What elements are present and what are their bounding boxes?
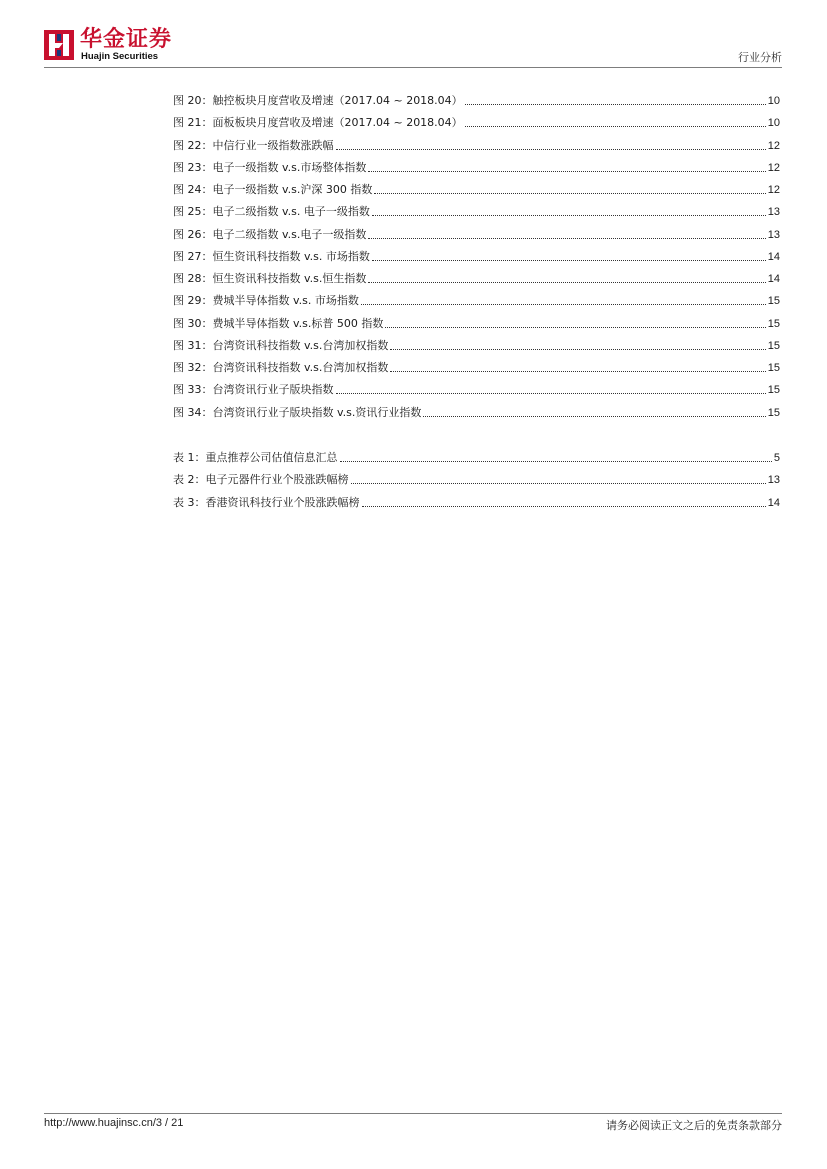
dot-leader xyxy=(465,125,766,127)
toc-entry-label: 图 26：电子二级指数 v.s.电子一级指数 xyxy=(173,228,367,241)
logo-chinese-name: 华金证券 xyxy=(80,27,173,52)
toc-entry-page: 12 xyxy=(767,184,780,196)
toc-entry[interactable] xyxy=(173,248,780,264)
dot-leader xyxy=(361,303,766,305)
toc-entry[interactable] xyxy=(173,203,780,219)
dot-leader xyxy=(385,326,765,328)
toc-entry-page: 14 xyxy=(767,497,780,509)
disclaimer-notice: 请务必阅读正文之后的免责条款部分 xyxy=(606,1119,782,1132)
toc-entry-label: 图 30：费城半导体指数 v.s.标普 500 指数 xyxy=(173,317,384,330)
dot-leader xyxy=(423,415,765,417)
footer-url-page[interactable]: http://www.huajinsc.cn/3 / 21 xyxy=(44,1117,184,1129)
dot-leader xyxy=(465,103,766,105)
toc-entry-page: 13 xyxy=(767,229,780,241)
section-label: 行业分析 xyxy=(738,51,782,64)
dot-leader xyxy=(368,170,765,172)
toc-entry[interactable] xyxy=(173,114,780,130)
toc-entry[interactable] xyxy=(173,315,780,331)
toc-entry-page: 10 xyxy=(767,117,780,129)
toc-entry[interactable] xyxy=(173,494,780,510)
toc-entry[interactable] xyxy=(173,404,780,420)
toc-entry[interactable] xyxy=(173,270,780,286)
toc-entry[interactable] xyxy=(173,337,780,353)
toc-entry-label: 图 33：台湾资讯行业子版块指数 xyxy=(173,383,334,396)
toc-entry[interactable] xyxy=(173,137,780,153)
dot-leader xyxy=(390,370,765,372)
toc-entry-page: 10 xyxy=(767,95,780,107)
huajin-logo-icon xyxy=(44,30,74,60)
dot-leader xyxy=(340,460,772,462)
toc-entry[interactable] xyxy=(173,292,780,308)
toc-entry[interactable] xyxy=(173,381,780,397)
toc-entry-label: 图 24：电子一级指数 v.s.沪深 300 指数 xyxy=(173,183,373,196)
toc-entry-label: 表 1：重点推荐公司估值信息汇总 xyxy=(173,451,338,464)
toc-entry-label: 图 28：恒生资讯科技指数 v.s.恒生指数 xyxy=(173,272,367,285)
toc-entry-label: 图 31：台湾资讯科技指数 v.s.台湾加权指数 xyxy=(173,339,389,352)
toc-entry-page: 13 xyxy=(767,474,780,486)
toc-entry-page: 12 xyxy=(767,140,780,152)
toc-entry-page: 15 xyxy=(767,362,780,374)
toc-entry-label: 图 21：面板板块月度营收及增速（2017.04 ~ 2018.04） xyxy=(173,116,463,129)
toc-entry-page: 5 xyxy=(773,452,780,464)
toc-entry-page: 15 xyxy=(767,295,780,307)
toc-entry-label: 图 23：电子一级指数 v.s.市场整体指数 xyxy=(173,161,367,174)
toc-entry[interactable] xyxy=(173,92,780,108)
toc-entry-label: 图 27：恒生资讯科技指数 v.s. 市场指数 xyxy=(173,250,370,263)
dot-leader xyxy=(368,237,765,239)
toc-entry-label: 表 2：电子元器件行业个股涨跌幅榜 xyxy=(173,473,349,486)
toc-entry-page: 14 xyxy=(767,251,780,263)
toc-entry-page: 13 xyxy=(767,206,780,218)
toc-entry-label: 表 3：香港资讯科技行业个股涨跌幅榜 xyxy=(173,496,360,509)
toc-entry-page: 12 xyxy=(767,162,780,174)
toc-entry[interactable] xyxy=(173,159,780,175)
toc-entry[interactable] xyxy=(173,226,780,242)
toc-entry[interactable] xyxy=(173,449,780,465)
toc-entry-page: 15 xyxy=(767,407,780,419)
dot-leader xyxy=(368,281,765,283)
dot-leader xyxy=(390,348,765,350)
toc-entry-label: 图 25：电子二级指数 v.s. 电子一级指数 xyxy=(173,205,370,218)
footer-divider xyxy=(44,1113,782,1114)
toc-entry-page: 15 xyxy=(767,318,780,330)
toc-entry-label: 图 29：费城半导体指数 v.s. 市场指数 xyxy=(173,294,359,307)
toc-entry[interactable] xyxy=(173,359,780,375)
dot-leader xyxy=(372,259,766,261)
header-divider xyxy=(44,67,782,68)
dot-leader xyxy=(374,192,765,194)
page-header xyxy=(44,26,782,66)
toc-entry-page: 15 xyxy=(767,384,780,396)
toc-entry-label: 图 20：触控板块月度营收及增速（2017.04 ~ 2018.04） xyxy=(173,94,463,107)
toc-entry-page: 15 xyxy=(767,340,780,352)
toc-entry[interactable] xyxy=(173,181,780,197)
toc-entry-label: 图 22：中信行业一级指数涨跌幅 xyxy=(173,139,334,152)
dot-leader xyxy=(336,148,766,150)
logo-english-name: Huajin Securities xyxy=(81,51,159,62)
dot-leader xyxy=(336,392,766,394)
dot-leader xyxy=(362,505,766,507)
toc-entry-label: 图 34：台湾资讯行业子版块指数 v.s.资讯行业指数 xyxy=(173,406,422,419)
toc-entry-page: 14 xyxy=(767,273,780,285)
dot-leader xyxy=(372,214,766,216)
dot-leader xyxy=(351,482,766,484)
toc-entry-label: 图 32：台湾资讯科技指数 v.s.台湾加权指数 xyxy=(173,361,389,374)
toc-entry[interactable] xyxy=(173,471,780,487)
